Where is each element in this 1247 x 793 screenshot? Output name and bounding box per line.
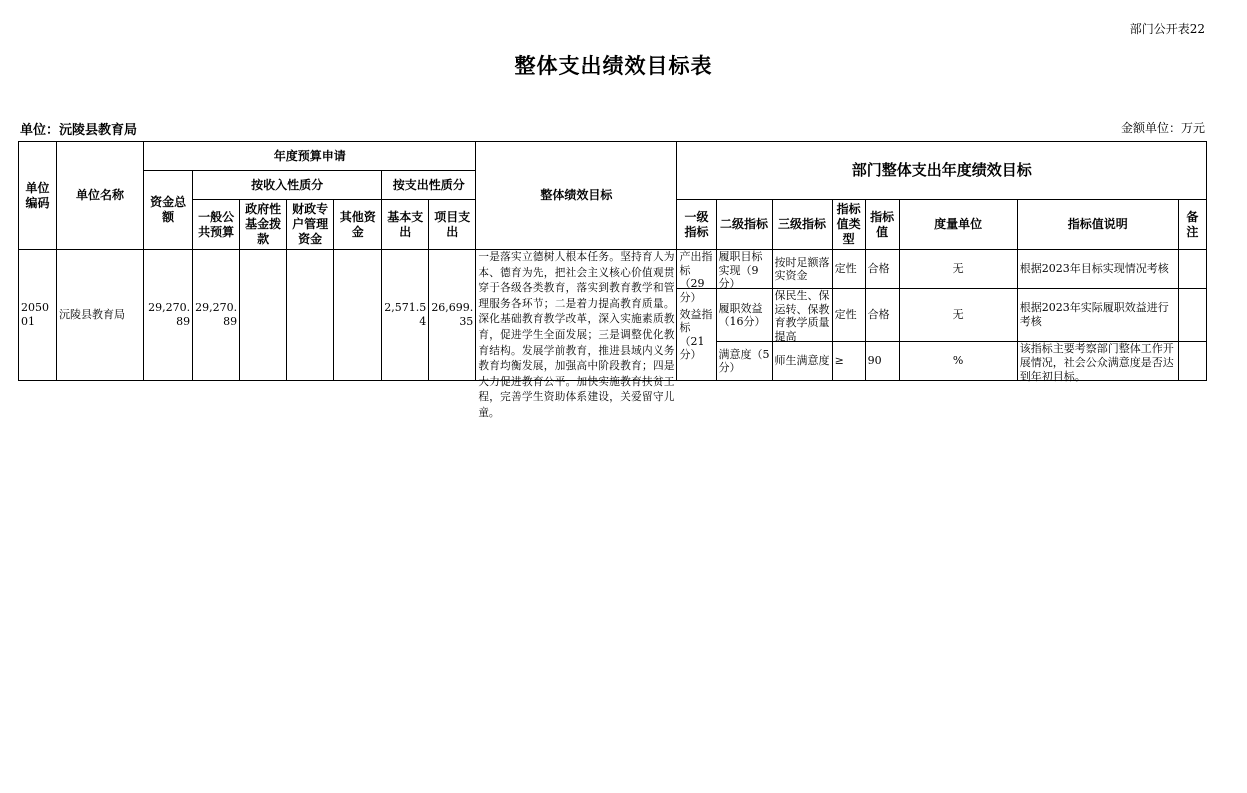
col-general-budget: 一般公共预算: [193, 200, 240, 250]
col-value: 指标值: [865, 200, 899, 250]
cell-value-desc: [1017, 342, 1178, 381]
col-value-desc: 指标值说明: [1017, 200, 1178, 250]
col-by-income: 按收入性质分: [193, 171, 382, 200]
col-basic-expense: 基本支出: [382, 200, 429, 250]
cell-fiscal-account: [287, 250, 334, 381]
cell-level3: 按时足额落实资金: [772, 250, 832, 289]
cell-level1: [677, 250, 716, 304]
col-measure-unit: 度量单位: [899, 200, 1017, 250]
cell-value: 90: [865, 342, 899, 381]
table-row: [19, 250, 1207, 289]
unit-label: 单位：沅陵县教育局: [20, 123, 138, 138]
col-annual-budget: 年度预算申请: [144, 142, 476, 171]
cell-value-type: 定性: [832, 250, 865, 289]
col-level3: 三级指标: [772, 200, 832, 250]
level2-text: 履职目标实现（9分）: [718, 250, 763, 290]
cell-total-funds: 29,270.89: [144, 250, 193, 381]
cell-gov-fund: [240, 250, 287, 381]
col-unit-code: 单位编码: [19, 142, 57, 250]
cell-unit-name: 沅陵县教育局: [57, 250, 144, 381]
col-gov-fund: 政府性基金拨款: [240, 200, 287, 250]
cell-value-desc: 根据2023年实际履职效益进行考核: [1017, 289, 1178, 342]
cell-value: 合格: [865, 289, 899, 342]
cell-project-expense: 26,699.35: [429, 250, 476, 381]
cell-level3: 师生满意度: [772, 342, 832, 381]
cell-value: 合格: [865, 250, 899, 289]
cell-measure-unit: 无: [899, 289, 1017, 342]
col-value-type: 指标值类型: [832, 200, 865, 250]
cell-unit-code: 205001: [19, 250, 57, 381]
col-unit-name: 单位名称: [57, 142, 144, 250]
level1-text: 效益指标（21分）: [679, 307, 713, 361]
cell-overall-goal: [476, 250, 677, 419]
cell-basic-expense: 2,571.54: [382, 250, 429, 381]
col-other-funds: 其他资金: [334, 200, 382, 250]
col-level1: 一级指标: [677, 200, 716, 250]
col-overall-goal: 整体绩效目标: [476, 142, 677, 250]
level1-text: 产出指标（29分）: [679, 250, 713, 304]
cell-measure-unit: 无: [899, 250, 1017, 289]
cell-level2: [716, 250, 772, 289]
page-title: 整体支出绩效目标表: [514, 53, 713, 78]
col-project-expense: 项目支出: [429, 200, 476, 250]
cell-remark: [1178, 289, 1206, 342]
cell-remark: [1178, 250, 1206, 289]
cell-value-type: ≥: [832, 342, 865, 381]
cell-value-type: 定性: [832, 289, 865, 342]
cell-general-budget: 29,270.89: [193, 250, 240, 381]
value-desc-text: 该指标主要考察部门整体工作开展情况，社会公众满意度是否达到年初目标。: [1019, 342, 1174, 383]
level3-text: 保民生、保运转、保教育教学质量提高: [774, 289, 830, 343]
cell-other-funds: [334, 250, 382, 381]
cell-level2: 履职效益（16分）: [716, 289, 772, 342]
performance-table: [18, 141, 1207, 419]
overall-goal-text: 一是落实立德树人根本任务。坚持育人为本、德育为先，把社会主义核心价值观贯穿于各级各类教育，落实到教育教学和管理服务各环节；二是着力提高教育质量。深化基础教育教学改革，深入实施素质教育，促进学生全面发展；三是调整优化教育结构。发展学前教育，推进县域内义务教育均衡发展，加强高中阶段教育；四是大力促进教育公平。加快实施教育扶贫工程，完善学生资助体系建设，关爱留守儿童。: [478, 251, 675, 419]
col-level2: 二级指标: [716, 200, 772, 250]
col-remark: 备注: [1178, 200, 1206, 250]
cell-level3: [772, 289, 832, 342]
cell-value-desc: 根据2023年目标实现情况考核: [1017, 250, 1178, 289]
money-unit-label: 金额单位：万元: [1120, 121, 1205, 135]
col-fiscal-account: 财政专户管理资金: [287, 200, 334, 250]
col-by-expense: 按支出性质分: [382, 171, 476, 200]
col-dept-target: 部门整体支出年度绩效目标: [677, 142, 1207, 200]
cell-level2: 满意度（5分）: [716, 342, 772, 381]
cell-remark: [1178, 342, 1206, 381]
cell-measure-unit: %: [899, 342, 1017, 381]
table-number: 部门公开表22: [1129, 22, 1205, 36]
col-total-funds: 资金总额: [144, 171, 193, 250]
